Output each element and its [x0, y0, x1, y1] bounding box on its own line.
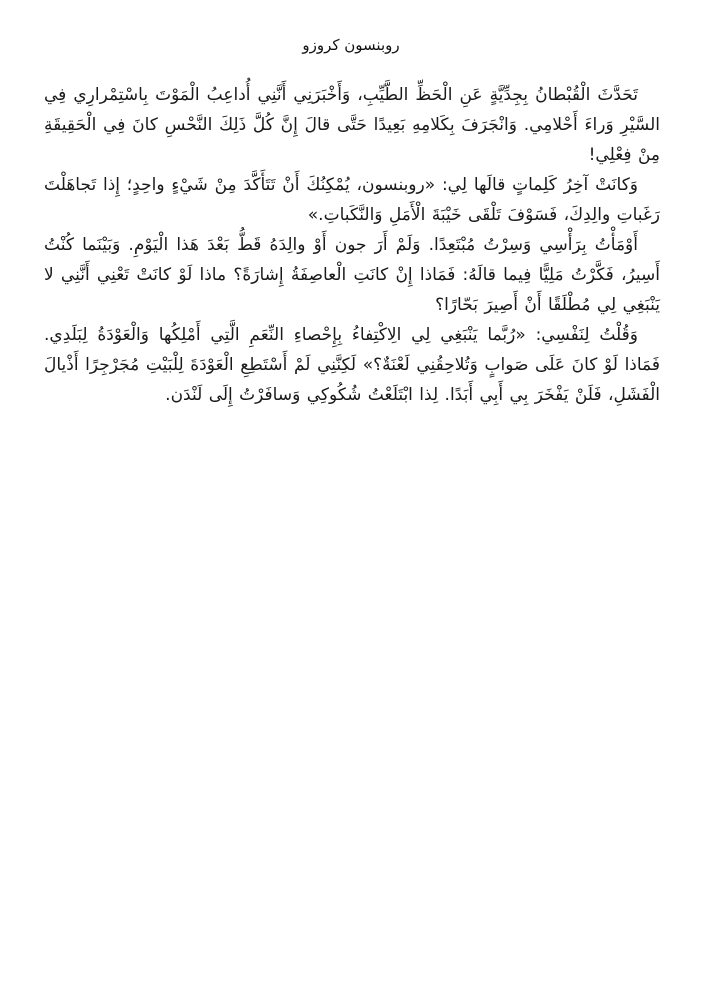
running-header: روبنسون كروزو [302, 36, 400, 54]
paragraph-2: وَكانَتْ آخِرُ كَلِماتٍ قالَها لِي: «روبنسون، يُمْكِنُكَ أَنْ تَتَأَكَّدَ مِنْ شَيْءٍ واحِدٍ؛ إِذا تَجاهَلْتَ رَغَباتِ والِدِكَ، فَسَوْفَ تَلْقَى خَيْبَةَ الْأَمَلِ وَالنَّكَباتِ.» [44, 175, 660, 225]
body-text [44, 80, 660, 410]
paragraph-4: وَقُلْتُ لِنَفْسِي: «رُبَّما يَنْبَغِي لِي الِاكْتِفاءُ بِإِحْصاءِ النِّعَمِ الَّتِي أَمْلِكُها وَالْعَوْدَةُ لِبَلَدِي. فَمَاذا لَوْ كانَ عَلَى صَوابٍ وَتُلاحِقُنِي لَعْنَةٌ؟» لَكِنَّنِي لَمْ أَسْتَطِعِ الْعَوْدَةَ لِلْبَيْتِ مُجَرْجِرًا أَذْيالَ الْفَشَلِ، فَلَنْ يَفْخَرَ بِي أَبِي أَبَدًا. لِذا ابْتَلَعْتُ شُكُوكِي وَسافَرْتُ إِلَى لَنْدَن. [44, 325, 660, 405]
paragraph-3: أَوْمَأْتُ بِرَأْسِي وَسِرْتُ مُبْتَعِدًا. وَلَمْ أَرَ جون أَوْ والِدَهُ قَطُّ بَعْدَ هَذا الْيَوْمِ. وَبَيْنَما كُنْتُ أَسِيرُ، فَكَّرْتُ مَلِيًّا فِيما قالَهُ: فَمَاذا إِنْ كانَتِ الْعاصِفَةُ إِشارَةً؟ ماذا لَوْ كانَتْ تَعْنِي أَنَّنِي لا يَنْبَغِي لِي مُطْلَقًا أَنْ أَصِيرَ بَحّارًا؟ [44, 235, 660, 315]
paragraph-1: تَحَدَّثَ الْقُبْطانُ بِجِدِّيَّةٍ عَنِ الْحَظِّ الطَّيِّبِ، وَأَخْبَرَنِي أَنَّنِي أُداعِبُ الْمَوْتَ بِاسْتِمْرارِي فِي السَّيْرِ وَراءَ أَحْلامِي. وَانْجَرَفَ بِكَلامِهِ بَعِيدًا حَتَّى قالَ إِنَّ كُلَّ ذَلِكَ النَّحْسِ كانَ فِي الْحَقِيقَةِ مِنْ فِعْلِي! [44, 85, 660, 165]
